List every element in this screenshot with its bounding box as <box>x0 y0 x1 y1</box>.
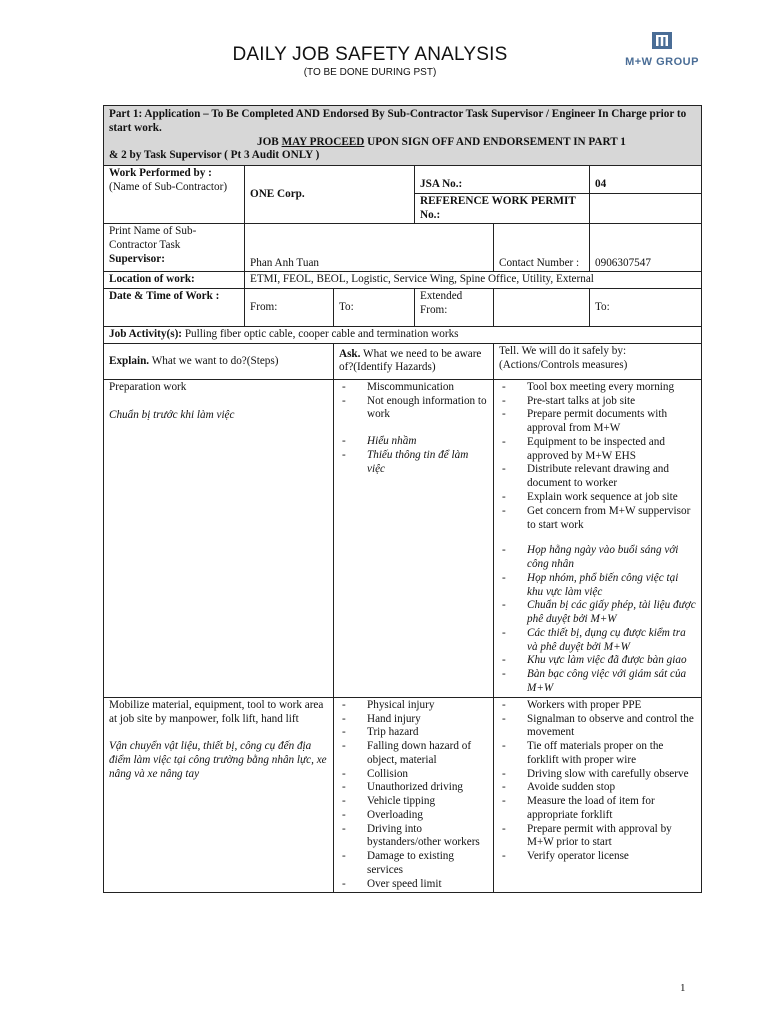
control-item-vi: - Họp hằng ngày vào buổi sáng với công nhân <box>499 544 696 572</box>
control-item-vi: - Bàn bạc công việc với giám sát của M+W <box>499 668 696 696</box>
hazard-item: - Driving into bystanders/other workers <box>339 823 488 851</box>
control-item: - Verify operator license <box>499 850 696 864</box>
location-row <box>104 272 702 289</box>
logo-text: M+W GROUP <box>625 56 699 68</box>
date-from-label: From: <box>245 289 334 327</box>
work-permit-value <box>590 194 701 196</box>
hazard-item: - Trip hazard <box>339 726 488 740</box>
jsa-form-table <box>103 105 702 893</box>
document-subtitle: (TO BE DONE DURING PST) <box>303 67 437 78</box>
supervisor-name: Phan Anh Tuan <box>245 224 494 272</box>
step-cell <box>104 697 334 893</box>
step-text-vi: Chuẩn bị trước khi làm việc <box>109 408 235 421</box>
control-item: - Explain work sequence at job site <box>499 491 696 505</box>
work-performed-row <box>104 166 702 224</box>
control-item: - Tie off materials proper on the forklift with proper wire <box>499 740 696 768</box>
ask-header: Ask. What we need to be aware of?(Identify Hazards) <box>334 343 494 379</box>
page-number: 1 <box>680 982 686 994</box>
contact-number-label: Contact Number : <box>494 224 590 272</box>
datetime-label: Date & Time of Work : <box>104 289 245 327</box>
extended-from-value <box>494 289 590 327</box>
hazard-item: - Collision <box>339 768 488 782</box>
hazard-item: - Not enough information to work <box>339 395 488 423</box>
hazard-item: - Damage to existing services <box>339 850 488 878</box>
control-item: - Signalman to observe and control the movement <box>499 713 696 741</box>
hazard-item-vi: - Thiếu thông tin để làm việc <box>339 449 488 477</box>
work-permit-label: REFERENCE WORK PERMIT No.: <box>420 194 576 221</box>
control-item: - Driving slow with carefully observe <box>499 768 696 782</box>
date-to-label: To: <box>334 289 415 327</box>
control-item: - Distribute relevant drawing and document to worker <box>499 463 696 491</box>
step-text-vi: Vận chuyển vật liệu, thiết bị, công cụ đến địa điểm làm việc tại công trường bằng nhân lực, xe nâng và xe nâng tay <box>109 740 327 780</box>
hazard-item: - Over speed limit <box>339 878 488 892</box>
control-item: - Pre-start talks at job site <box>499 395 696 409</box>
datetime-row <box>104 289 702 327</box>
hazard-item: - Miscommunication <box>339 381 488 395</box>
hazards-cell <box>334 697 494 893</box>
control-item-vi: - Chuẩn bị các giấy phép, tài liệu được phê duyệt bởi M+W <box>499 599 696 627</box>
step-cell <box>104 379 334 697</box>
jsa-permit-value-cell <box>590 166 702 224</box>
logo-mark-icon <box>652 32 672 49</box>
contact-number-value: 0906307547 <box>590 224 702 272</box>
control-item: - Tool box meeting every morning <box>499 381 696 395</box>
control-item-vi: - Khu vực làm việc đã được bàn giao <box>499 654 696 668</box>
hazards-cell <box>334 379 494 697</box>
control-item-vi: - Các thiết bị, dụng cụ được kiểm tra và phê duyệt bởi M+W <box>499 627 696 655</box>
controls-cell <box>494 697 702 893</box>
control-item-vi: - Họp nhóm, phổ biến công việc tại khu vực làm việc <box>499 572 696 600</box>
location-label: Location of work: <box>104 272 245 289</box>
part1-audit-line: & 2 by Task Supervisor ( Pt 3 Audit ONLY ) <box>109 149 320 162</box>
control-item: - Measure the load of item for appropriate forklift <box>499 795 696 823</box>
jsa-permit-cell <box>415 166 590 224</box>
company-logo <box>612 32 712 68</box>
job-activity-cell <box>104 327 702 344</box>
hazard-item: - Physical injury <box>339 699 488 713</box>
jsa-no-label: JSA No.: <box>415 166 589 194</box>
control-item: - Equipment to be inspected and approved by M+W EHS <box>499 436 696 464</box>
hazard-item: - Unauthorized driving <box>339 781 488 795</box>
extended-to-label: To: <box>590 289 702 327</box>
location-value: ETMI, FEOL, BEOL, Logistic, Service Wing, Spine Office, Utility, External <box>245 272 702 289</box>
job-activity-value: Pulling fiber optic cable, cooper cable and termination works <box>182 328 459 341</box>
hazard-item-vi: - Hiểu nhầm <box>339 435 488 449</box>
sub-contractor-value: ONE Corp. <box>245 166 415 224</box>
part1-header-row <box>104 106 702 166</box>
control-item: - Avoide sudden stop <box>499 781 696 795</box>
hazard-item: - Overloading <box>339 809 488 823</box>
part1-proceed-line: JOB MAY PROCEED UPON SIGN OFF AND ENDORSEMENT IN PART 1 <box>257 135 626 148</box>
control-item: - Get concern from M+W suppervisor to start work <box>499 505 696 533</box>
part1-instruction: Part 1: Application – To Be Completed AND Endorsed By Sub-Contractor Task Supervisor / Engineer In Charge prior to start work. <box>109 108 687 134</box>
work-performed-label-cell: Work Performed by : (Name of Sub-Contractor) <box>104 166 245 224</box>
step-text: Preparation work <box>109 380 187 393</box>
job-activity-row <box>104 327 702 344</box>
control-item: - Workers with proper PPE <box>499 699 696 713</box>
jsa-no-value: 04 <box>590 166 701 194</box>
hazard-item: - Falling down hazard of object, material <box>339 740 488 768</box>
supervisor-label-cell: Print Name of Sub-Contractor Task Supervisor: <box>104 224 245 272</box>
column-header-row <box>104 343 702 379</box>
job-activity-label: Job Activity(s): <box>109 328 183 341</box>
hazard-item: - Hand injury <box>339 713 488 727</box>
step-text: Mobilize material, equipment, tool to work area at job site by manpower, folk lift, hand lift <box>109 698 324 725</box>
document-title: DAILY JOB SAFETY ANALYSIS <box>232 44 508 65</box>
controls-cell <box>494 379 702 697</box>
supervisor-row <box>104 224 702 272</box>
control-item: - Prepare permit with approval by M+W prior to start <box>499 823 696 851</box>
tell-header: Tell. We will do it safely by:(Actions/Controls measures) <box>494 343 702 379</box>
step-row-preparation <box>104 379 702 697</box>
step-row-mobilize <box>104 697 702 893</box>
hazard-item: - Vehicle tipping <box>339 795 488 809</box>
extended-from-label: Extended From: <box>415 289 494 327</box>
explain-header: Explain. What we want to do?(Steps) <box>104 343 334 379</box>
control-item: - Prepare permit documents with approval from M+W <box>499 408 696 436</box>
